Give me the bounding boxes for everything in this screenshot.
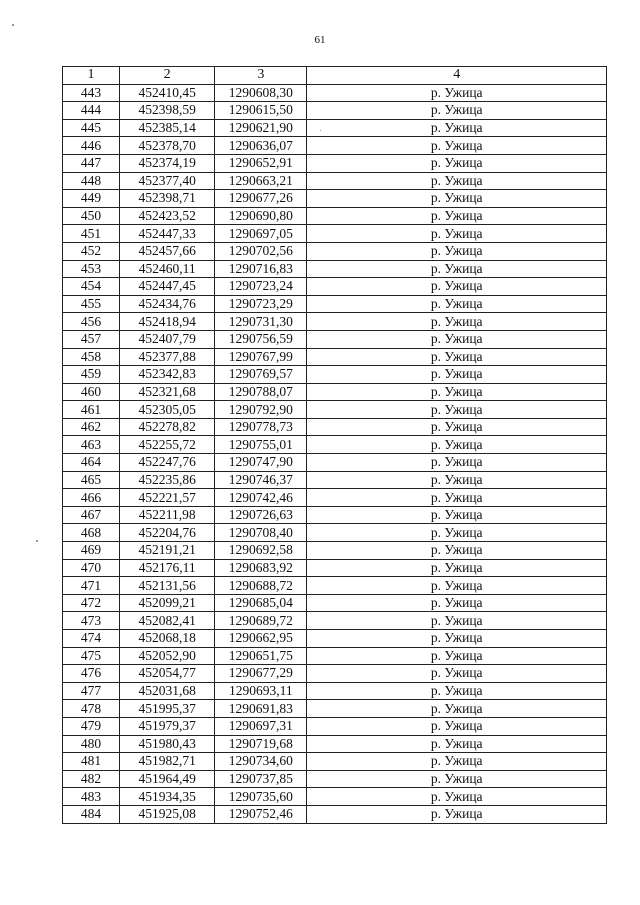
description-cell: р. Ужица <box>307 366 607 384</box>
description-cell: р. Ужица <box>307 190 607 208</box>
y-coordinate-cell: 1290691,83 <box>215 700 307 718</box>
description-cell: р. Ужица <box>307 418 607 436</box>
x-coordinate-cell: 452211,98 <box>120 506 215 524</box>
y-coordinate-cell: 1290734,60 <box>215 753 307 771</box>
description-cell: р. Ужица <box>307 436 607 454</box>
table-row <box>63 172 607 190</box>
y-coordinate-cell: 1290756,59 <box>215 330 307 348</box>
x-coordinate-cell: 452398,71 <box>120 190 215 208</box>
header-cell-4: 4 <box>307 67 607 85</box>
description-cell: р. Ужица <box>307 401 607 419</box>
table-row <box>63 471 607 489</box>
point-number-cell: 454 <box>63 278 120 296</box>
table-row <box>63 788 607 806</box>
point-number-cell: 462 <box>63 418 120 436</box>
table-header-row <box>63 67 607 85</box>
point-number-cell: 455 <box>63 295 120 313</box>
point-number-cell: 459 <box>63 366 120 384</box>
description-cell: р. Ужица <box>307 700 607 718</box>
y-coordinate-cell: 1290723,24 <box>215 278 307 296</box>
table-row <box>63 682 607 700</box>
point-number-cell: 477 <box>63 682 120 700</box>
scan-speck <box>12 24 14 26</box>
table-row <box>63 119 607 137</box>
x-coordinate-cell: 452068,18 <box>120 630 215 648</box>
x-coordinate-cell: 452457,66 <box>120 242 215 260</box>
x-coordinate-cell: 452398,59 <box>120 102 215 120</box>
x-coordinate-cell: 452418,94 <box>120 313 215 331</box>
description-cell: р. Ужица <box>307 383 607 401</box>
point-number-cell: 451 <box>63 225 120 243</box>
x-coordinate-cell: 452247,76 <box>120 454 215 472</box>
point-number-cell: 458 <box>63 348 120 366</box>
header-cell-3: 3 <box>215 67 307 85</box>
x-coordinate-cell: 451995,37 <box>120 700 215 718</box>
x-coordinate-cell: 452255,72 <box>120 436 215 454</box>
y-coordinate-cell: 1290615,50 <box>215 102 307 120</box>
description-cell: р. Ужица <box>307 577 607 595</box>
description-cell: р. Ужица <box>307 805 607 823</box>
point-number-cell: 443 <box>63 84 120 102</box>
table-row <box>63 154 607 172</box>
y-coordinate-cell: 1290636,07 <box>215 137 307 155</box>
description-cell: р. Ужица <box>307 524 607 542</box>
x-coordinate-cell: 452410,45 <box>120 84 215 102</box>
description-cell: р. Ужица <box>307 207 607 225</box>
y-coordinate-cell: 1290778,73 <box>215 418 307 436</box>
table-row <box>63 647 607 665</box>
y-coordinate-cell: 1290752,46 <box>215 805 307 823</box>
x-coordinate-cell: 452434,76 <box>120 295 215 313</box>
x-coordinate-cell: 452342,83 <box>120 366 215 384</box>
x-coordinate-cell: 452423,52 <box>120 207 215 225</box>
description-cell: р. Ужица <box>307 454 607 472</box>
point-number-cell: 480 <box>63 735 120 753</box>
x-coordinate-cell: 452099,21 <box>120 594 215 612</box>
table-row <box>63 366 607 384</box>
point-number-cell: 466 <box>63 489 120 507</box>
y-coordinate-cell: 1290662,95 <box>215 630 307 648</box>
y-coordinate-cell: 1290755,01 <box>215 436 307 454</box>
description-cell: р. Ужица <box>307 735 607 753</box>
x-coordinate-cell: 452054,77 <box>120 665 215 683</box>
y-coordinate-cell: 1290742,46 <box>215 489 307 507</box>
description-cell: р. Ужица <box>307 717 607 735</box>
point-number-cell: 482 <box>63 770 120 788</box>
description-cell: р. Ужица <box>307 84 607 102</box>
description-cell: р. Ужица <box>307 612 607 630</box>
x-coordinate-cell: 452204,76 <box>120 524 215 542</box>
description-cell: р. Ужица <box>307 278 607 296</box>
x-coordinate-cell: 452082,41 <box>120 612 215 630</box>
point-number-cell: 446 <box>63 137 120 155</box>
description-cell: р. Ужица <box>307 137 607 155</box>
description-cell: р. Ужица <box>307 330 607 348</box>
description-cell: р. Ужица <box>307 172 607 190</box>
point-number-cell: 473 <box>63 612 120 630</box>
y-coordinate-cell: 1290683,92 <box>215 559 307 577</box>
point-number-cell: 449 <box>63 190 120 208</box>
x-coordinate-cell: 451934,35 <box>120 788 215 806</box>
header-cell-1: 1 <box>63 67 120 85</box>
y-coordinate-cell: 1290692,58 <box>215 542 307 560</box>
point-number-cell: 452 <box>63 242 120 260</box>
table-row <box>63 225 607 243</box>
point-number-cell: 465 <box>63 471 120 489</box>
x-coordinate-cell: 452131,56 <box>120 577 215 595</box>
description-cell: р. Ужица <box>307 647 607 665</box>
scan-speck <box>36 540 38 542</box>
table-row <box>63 313 607 331</box>
coordinates-table <box>62 66 607 824</box>
y-coordinate-cell: 1290652,91 <box>215 154 307 172</box>
y-coordinate-cell: 1290747,90 <box>215 454 307 472</box>
y-coordinate-cell: 1290688,72 <box>215 577 307 595</box>
table-row <box>63 295 607 313</box>
point-number-cell: 448 <box>63 172 120 190</box>
table-row <box>63 84 607 102</box>
x-coordinate-cell: 451979,37 <box>120 717 215 735</box>
table-row <box>63 700 607 718</box>
y-coordinate-cell: 1290723,29 <box>215 295 307 313</box>
y-coordinate-cell: 1290697,05 <box>215 225 307 243</box>
table-row <box>63 506 607 524</box>
description-cell: р. Ужица <box>307 542 607 560</box>
y-coordinate-cell: 1290663,21 <box>215 172 307 190</box>
table-row <box>63 542 607 560</box>
table-row <box>63 418 607 436</box>
point-number-cell: 474 <box>63 630 120 648</box>
y-coordinate-cell: 1290767,99 <box>215 348 307 366</box>
point-number-cell: 467 <box>63 506 120 524</box>
point-number-cell: 444 <box>63 102 120 120</box>
y-coordinate-cell: 1290735,60 <box>215 788 307 806</box>
table-row <box>63 454 607 472</box>
table-row <box>63 207 607 225</box>
description-cell: р. Ужица <box>307 665 607 683</box>
table-body <box>63 84 607 823</box>
table-row <box>63 190 607 208</box>
y-coordinate-cell: 1290737,85 <box>215 770 307 788</box>
description-cell: р. Ужица <box>307 506 607 524</box>
table-row <box>63 260 607 278</box>
table-row <box>63 401 607 419</box>
y-coordinate-cell: 1290788,07 <box>215 383 307 401</box>
point-number-cell: 460 <box>63 383 120 401</box>
table-row <box>63 805 607 823</box>
table-row <box>63 612 607 630</box>
table-row <box>63 436 607 454</box>
y-coordinate-cell: 1290693,11 <box>215 682 307 700</box>
y-coordinate-cell: 1290792,90 <box>215 401 307 419</box>
x-coordinate-cell: 452031,68 <box>120 682 215 700</box>
y-coordinate-cell: 1290731,30 <box>215 313 307 331</box>
y-coordinate-cell: 1290716,83 <box>215 260 307 278</box>
x-coordinate-cell: 451964,49 <box>120 770 215 788</box>
table-row <box>63 278 607 296</box>
point-number-cell: 463 <box>63 436 120 454</box>
x-coordinate-cell: 452235,86 <box>120 471 215 489</box>
description-cell: р. Ужица <box>307 630 607 648</box>
point-number-cell: 472 <box>63 594 120 612</box>
x-coordinate-cell: 451980,43 <box>120 735 215 753</box>
x-coordinate-cell: 452374,19 <box>120 154 215 172</box>
y-coordinate-cell: 1290697,31 <box>215 717 307 735</box>
point-number-cell: 445 <box>63 119 120 137</box>
point-number-cell: 476 <box>63 665 120 683</box>
table-row <box>63 594 607 612</box>
point-number-cell: 481 <box>63 753 120 771</box>
x-coordinate-cell: 452447,45 <box>120 278 215 296</box>
x-coordinate-cell: 451982,71 <box>120 753 215 771</box>
description-cell: р. Ужица <box>307 260 607 278</box>
description-cell: р. Ужица <box>307 594 607 612</box>
x-coordinate-cell: 452176,11 <box>120 559 215 577</box>
description-cell: р. Ужица <box>307 489 607 507</box>
x-coordinate-cell: 452447,33 <box>120 225 215 243</box>
table-row <box>63 524 607 542</box>
point-number-cell: 450 <box>63 207 120 225</box>
table-row <box>63 242 607 260</box>
description-cell: р. Ужица <box>307 559 607 577</box>
description-cell: р. Ужица <box>307 348 607 366</box>
description-cell: р. Ужица <box>307 471 607 489</box>
point-number-cell: 469 <box>63 542 120 560</box>
y-coordinate-cell: 1290677,29 <box>215 665 307 683</box>
x-coordinate-cell: 452378,70 <box>120 137 215 155</box>
table-row <box>63 137 607 155</box>
point-number-cell: 447 <box>63 154 120 172</box>
point-number-cell: 464 <box>63 454 120 472</box>
y-coordinate-cell: 1290685,04 <box>215 594 307 612</box>
x-coordinate-cell: 452377,88 <box>120 348 215 366</box>
point-number-cell: 475 <box>63 647 120 665</box>
description-cell: р. Ужица <box>307 242 607 260</box>
description-cell: р. Ужица <box>307 119 607 137</box>
x-coordinate-cell: 452377,40 <box>120 172 215 190</box>
y-coordinate-cell: 1290608,30 <box>215 84 307 102</box>
table-row <box>63 383 607 401</box>
y-coordinate-cell: 1290726,63 <box>215 506 307 524</box>
header-cell-2: 2 <box>120 67 215 85</box>
point-number-cell: 484 <box>63 805 120 823</box>
point-number-cell: 457 <box>63 330 120 348</box>
table-row <box>63 753 607 771</box>
point-number-cell: 470 <box>63 559 120 577</box>
x-coordinate-cell: 452221,57 <box>120 489 215 507</box>
y-coordinate-cell: 1290708,40 <box>215 524 307 542</box>
x-coordinate-cell: 452052,90 <box>120 647 215 665</box>
description-cell: р. Ужица <box>307 682 607 700</box>
point-number-cell: 479 <box>63 717 120 735</box>
table-row <box>63 717 607 735</box>
point-number-cell: 478 <box>63 700 120 718</box>
table-row <box>63 665 607 683</box>
description-cell: р. Ужица <box>307 102 607 120</box>
y-coordinate-cell: 1290746,37 <box>215 471 307 489</box>
x-coordinate-cell: 452407,79 <box>120 330 215 348</box>
table-row <box>63 630 607 648</box>
x-coordinate-cell: 452321,68 <box>120 383 215 401</box>
description-cell: р. Ужица <box>307 295 607 313</box>
x-coordinate-cell: 452385,14 <box>120 119 215 137</box>
y-coordinate-cell: 1290651,75 <box>215 647 307 665</box>
y-coordinate-cell: 1290769,57 <box>215 366 307 384</box>
description-cell: р. Ужица <box>307 154 607 172</box>
description-cell: р. Ужица <box>307 313 607 331</box>
y-coordinate-cell: 1290621,90 <box>215 119 307 137</box>
point-number-cell: 456 <box>63 313 120 331</box>
point-number-cell: 471 <box>63 577 120 595</box>
description-cell: р. Ужица <box>307 788 607 806</box>
y-coordinate-cell: 1290719,68 <box>215 735 307 753</box>
table-row <box>63 577 607 595</box>
point-number-cell: 483 <box>63 788 120 806</box>
description-cell: р. Ужица <box>307 770 607 788</box>
page-number: 61 <box>314 34 326 46</box>
table-row <box>63 102 607 120</box>
x-coordinate-cell: 452191,21 <box>120 542 215 560</box>
table-row <box>63 348 607 366</box>
y-coordinate-cell: 1290702,56 <box>215 242 307 260</box>
y-coordinate-cell: 1290690,80 <box>215 207 307 225</box>
point-number-cell: 468 <box>63 524 120 542</box>
x-coordinate-cell: 452278,82 <box>120 418 215 436</box>
table-row <box>63 559 607 577</box>
point-number-cell: 453 <box>63 260 120 278</box>
description-cell: р. Ужица <box>307 225 607 243</box>
description-cell: р. Ужица <box>307 753 607 771</box>
x-coordinate-cell: 452305,05 <box>120 401 215 419</box>
table-row <box>63 770 607 788</box>
point-number-cell: 461 <box>63 401 120 419</box>
y-coordinate-cell: 1290689,72 <box>215 612 307 630</box>
x-coordinate-cell: 451925,08 <box>120 805 215 823</box>
table-row <box>63 489 607 507</box>
table-row <box>63 735 607 753</box>
table-row <box>63 330 607 348</box>
x-coordinate-cell: 452460,11 <box>120 260 215 278</box>
y-coordinate-cell: 1290677,26 <box>215 190 307 208</box>
